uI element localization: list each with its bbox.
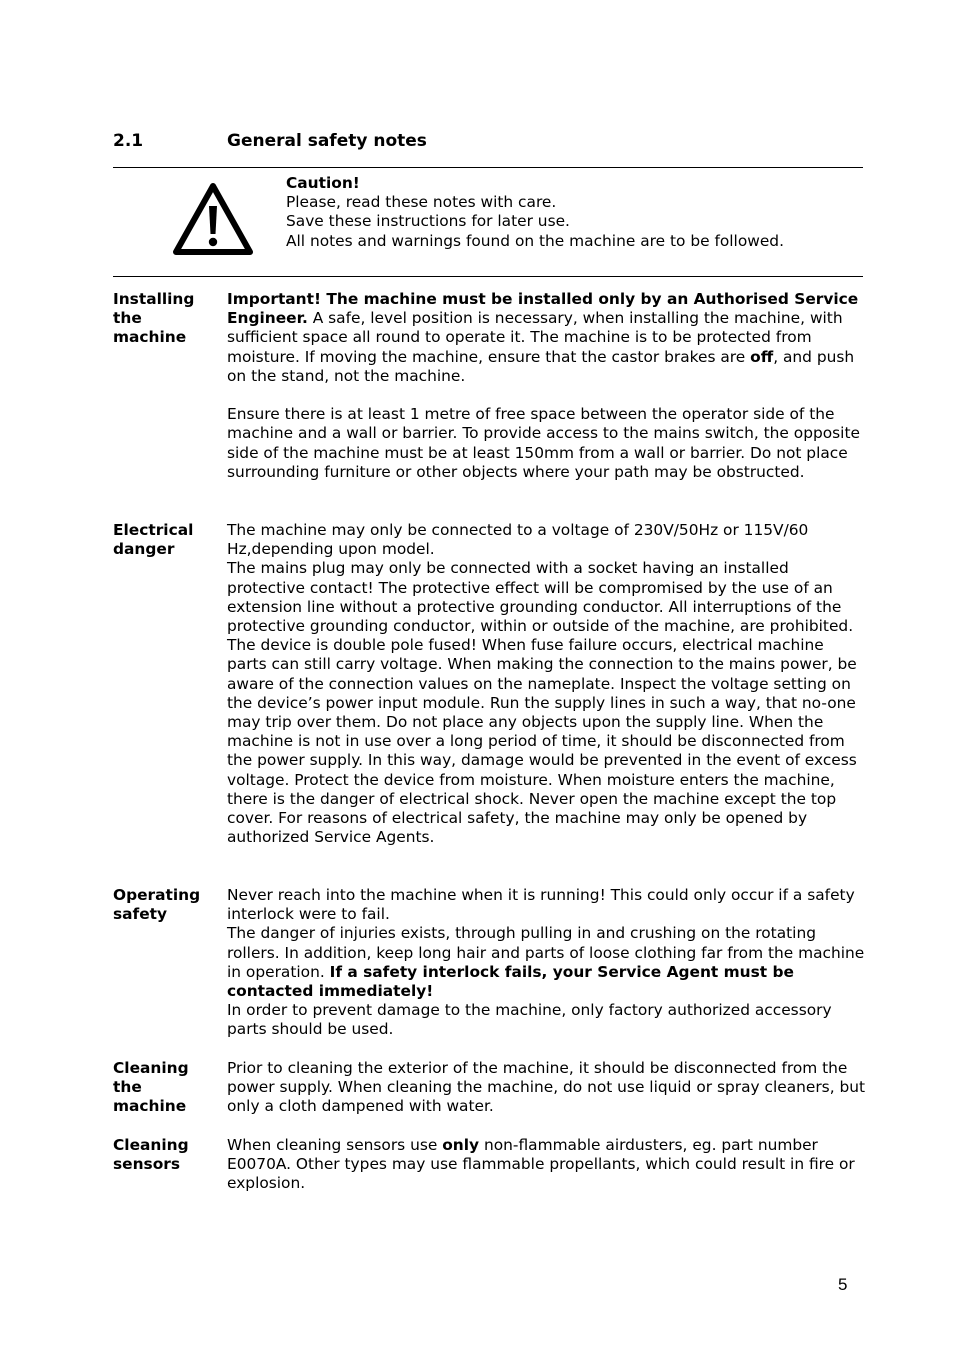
section-label: Cleaning sensors bbox=[113, 1136, 189, 1174]
section-body bbox=[227, 521, 867, 847]
warning-triangle-icon bbox=[172, 182, 254, 256]
paragraph: Important! The machine must be installed only by an Authorised Service Engineer. A safe, level position is necessary, when installing the machine, with sufficient space all round to operate it. The machine is to be protected from moisture. If moving the machine, ensure that the castor brakes are off, and push on the stand, not the machine. bbox=[227, 290, 859, 385]
section-number: 2.1 bbox=[113, 131, 144, 151]
section-body bbox=[227, 1136, 867, 1194]
section-label: Cleaning the machine bbox=[113, 1059, 189, 1116]
section-body bbox=[227, 290, 867, 482]
paragraph: Never reach into the machine when it is running! This could only occur if a safety interlock were to fail. bbox=[227, 886, 855, 924]
caution-line: All notes and warnings found on the machine are to be followed. bbox=[286, 231, 784, 250]
paragraph: Ensure there is at least 1 metre of free space between the operator side of the machine and a wall or barrier. To provide access to the mains switch, the opposite side of the machine must be at least 150mm from a wall or barrier. Do not place surrounding furniture or other objects where your path may be obstructed. bbox=[227, 405, 860, 481]
paragraph: The danger of injuries exists, through pulling in and crushing on the rotating rollers. In addition, keep long hair and parts of loose clothing far from the machine in operation. If a safety interlock fails, your Service Agent must be contacted immediately! bbox=[227, 924, 865, 1001]
section-label: Installing the machine bbox=[113, 290, 195, 347]
divider-top bbox=[113, 167, 863, 168]
section-title: General safety notes bbox=[227, 131, 427, 151]
paragraph: Prior to cleaning the exterior of the machine, it should be disconnected from the power supply. When cleaning the machine, do not use liquid or spray cleaners, but only a cloth dampened with water. bbox=[227, 1059, 866, 1116]
paragraph: The machine may only be connected to a voltage of 230V/50Hz or 115V/60 Hz,depending upon model. bbox=[227, 521, 809, 559]
caution-line: Save these instructions for later use. bbox=[286, 212, 570, 231]
section-label: Electrical danger bbox=[113, 521, 194, 559]
paragraph: The mains plug may only be connected with a socket having an installed protective contact! The protective effect will be compromised by the use of an extension line without a protective grounding conductor. All interruptions of the protective grounding conductor, within or outside of the machine, are prohibited. The device is double pole fused! When fuse failure occurs, electrical machine parts can still carry voltage. When making the connection to the mains power, be aware of the connection values on the nameplate. Inspect the voltage setting on the device’s power input module. Run the supply lines in such a way, that no-one may trip over them. Do not place any objects upon the supply line. When the machine is not in use over a long period of time, it should be disconnected from the power supply. In this way, damage would be prevented in the event of excess voltage. Protect the device from moisture. When moisture enters the machine, there is the danger of electrical shock. Never open the machine except the top cover. For reasons of electrical safety, the machine may only be opened by authorized Service Agents. bbox=[227, 559, 857, 847]
section-label: Operating safety bbox=[113, 886, 201, 924]
section-body bbox=[227, 886, 867, 1040]
divider-bottom bbox=[113, 276, 863, 277]
section-body bbox=[227, 1059, 867, 1117]
caution-line: Please, read these notes with care. bbox=[286, 193, 557, 212]
paragraph: When cleaning sensors use only non-flammable airdusters, eg. part number E0070A. Other types may use flammable propellants, which could result in fire or explosion. bbox=[227, 1136, 855, 1193]
caution-box bbox=[286, 174, 784, 251]
page-number: 5 bbox=[838, 1275, 848, 1294]
caution-title: Caution! bbox=[286, 174, 360, 192]
paragraph: In order to prevent damage to the machine, only factory authorized accessory parts should be used. bbox=[227, 1001, 832, 1039]
